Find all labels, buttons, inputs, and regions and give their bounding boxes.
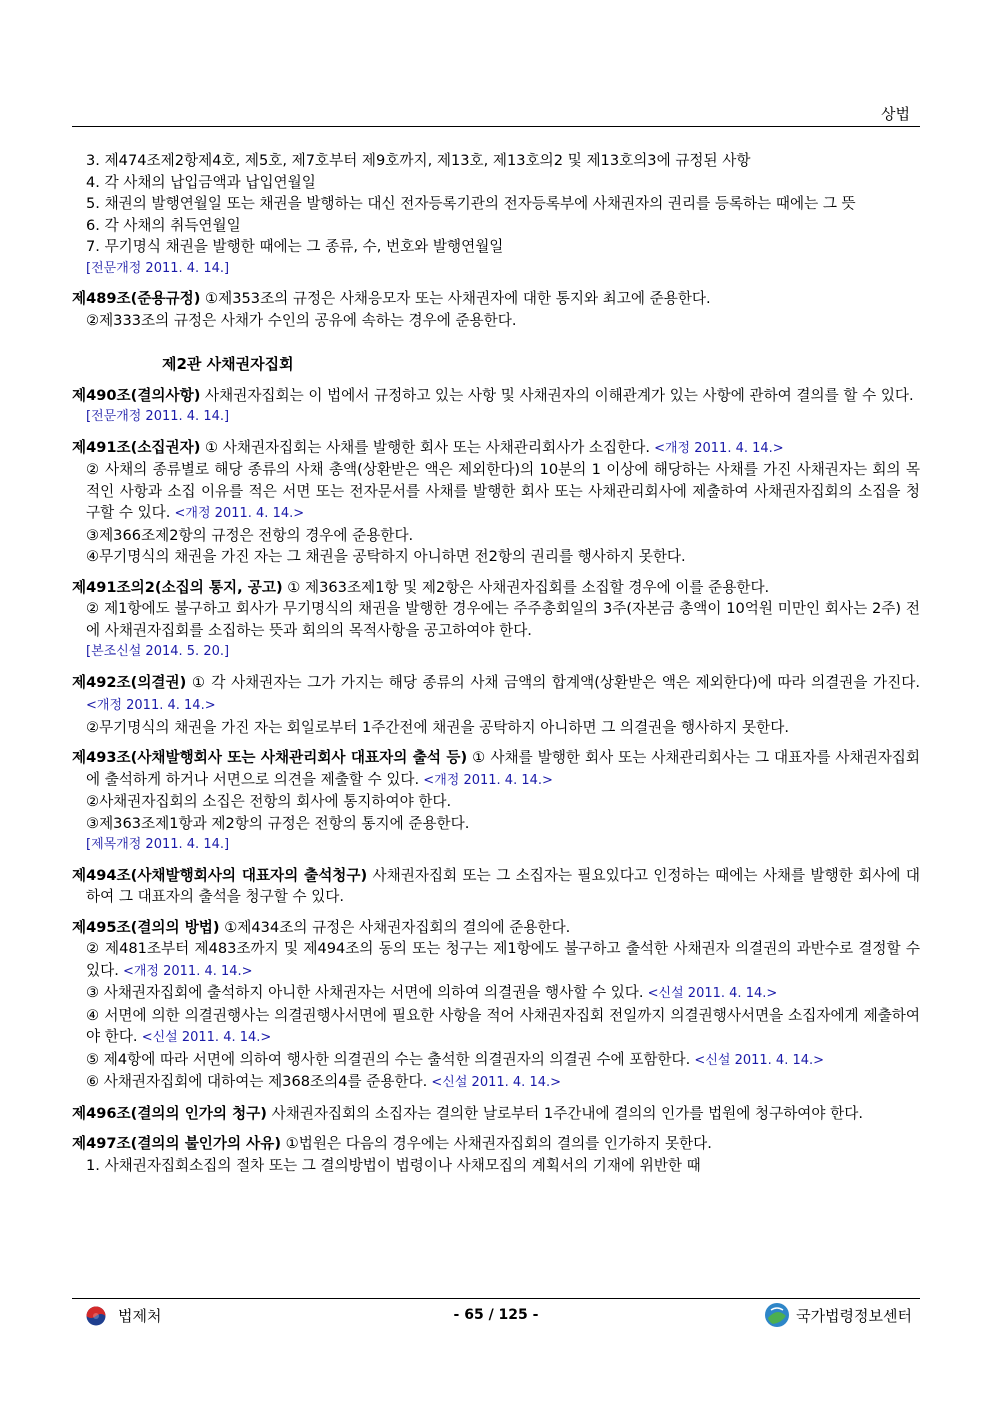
amendment-note: <신설 2011. 4. 14.> bbox=[137, 1030, 272, 1045]
article-title: 제491조(소집권자) bbox=[72, 438, 201, 456]
amendment-note: [전문개정 2011. 4. 14.] bbox=[86, 260, 230, 276]
paragraph-text: ②제333조의 규정은 사채가 수인의 공유에 속하는 경우에 준용한다. bbox=[86, 311, 517, 329]
paragraph-text: ④ 서면에 의한 의결권행사는 의결권행사서면에 필요한 사항을 적어 사채권자집회 전일까지 의결권행사서면을 소집자에게 제출하여야 한다. bbox=[86, 1006, 920, 1045]
footer-source bbox=[764, 1302, 912, 1328]
list-item: 4. 각 사채의 납입금액과 납입연월일 bbox=[86, 173, 316, 191]
article-490 bbox=[72, 385, 920, 428]
amendment-note: [전문개정 2011. 4. 14.] bbox=[86, 409, 230, 424]
article-491-2 bbox=[72, 577, 920, 663]
paragraph-text: 사채권자집회는 이 법에서 규정하고 있는 사항 및 사채권자의 이해관계가 있는 사항에 관하여 결의를 할 수 있다. bbox=[200, 386, 914, 404]
paragraph-text: ⑥ 사채권자집회에 대하여는 제368조의4를 준용한다. bbox=[86, 1073, 428, 1090]
paragraph-text: ① 각 사채권자는 그가 가지는 해당 종류의 사채 금액의 합계액(상환받은 액은 제외한다)에 따라 의결권을 가진다. bbox=[186, 673, 920, 691]
source-name: 국가법령정보센터 bbox=[796, 1306, 912, 1325]
paragraph-text: 사채권자집회 또는 그 소집자는 필요있다고 인정하는 때에는 사채를 발행한 회사에 대하여 그 대표자의 출석을 청구할 수 있다. bbox=[86, 866, 920, 905]
article-title: 제493조(사채발행회사 또는 사채관리회사 대표자의 출석 등) bbox=[72, 749, 468, 766]
paragraph-text: ① 사채를 발행한 회사 또는 사채관리회사는 그 대표자를 사채권자집회에 출석하게 하거나 서면으로 의견을 제출할 수 있다. bbox=[86, 749, 920, 788]
amendment-note: <개정 2011. 4. 14.> bbox=[170, 506, 305, 521]
article-497 bbox=[72, 1133, 920, 1176]
amendment-note: <개정 2011. 4. 14.> bbox=[649, 440, 784, 456]
list-item: 6. 각 사채의 취득연월일 bbox=[86, 216, 241, 234]
list-item: 7. 무기명식 채권을 발행한 때에는 그 종류, 수, 번호와 발행연월일 bbox=[86, 238, 504, 255]
article-492 bbox=[72, 672, 920, 739]
publisher-name: 법제처 bbox=[118, 1307, 162, 1325]
amendment-note: <개정 2011. 4. 14.> bbox=[118, 963, 253, 979]
article-title: 제491조의2(소집의 통지, 공고) bbox=[72, 578, 283, 596]
law-center-logo-icon bbox=[764, 1302, 790, 1328]
paragraph-text: ①제434조의 규정은 사채권자집회의 결의에 준용한다. bbox=[219, 918, 571, 936]
paragraph-text: ①제353조의 규정은 사채응모자 또는 사채권자에 대한 통지와 최고에 준용한다. bbox=[200, 290, 711, 307]
paragraph-text: 사채권자집회의 소집자는 결의한 날로부터 1주간내에 결의의 인가를 법원에 청구하여야 한다. bbox=[266, 1104, 863, 1122]
document-body bbox=[72, 150, 920, 1176]
paragraph-text: ②무기명식의 채권을 가진 자는 회일로부터 1주간전에 채권을 공탁하지 아니하면 그 의결권을 행사하지 못한다. bbox=[86, 718, 789, 736]
amendment-note: <개정 2011. 4. 14.> bbox=[86, 698, 216, 713]
document-title: 상법 bbox=[881, 105, 910, 123]
article-title: 제494조(사채발행회사의 대표자의 출석청구) bbox=[72, 866, 368, 884]
article-title: 제496조(결의의 인가의 청구) bbox=[72, 1104, 267, 1122]
paragraph-text: ② 사채의 종류별로 해당 종류의 사채 총액(상환받은 액은 제외한다)의 10분의 1 이상에 해당하는 사채를 가진 사채권자는 회의 목적인 사항과 소집 이유를 적은 서면 또는 전자문서를 사채를 발행한 회사 또는 사채관리회사에 제출하여 사채권자집회의 소집을 청구할 수 있다. bbox=[86, 461, 920, 521]
paragraph-text: ② 제481조부터 제483조까지 및 제494조의 동의 또는 청구는 제1항에도 불구하고 출석한 사채권자 의결권의 과반수로 결정할 수 있다. bbox=[86, 940, 920, 979]
paragraph-text: ⑤ 제4항에 따라 서면에 의하여 행사한 의결권의 수는 출석한 의결권자의 의결권 수에 포함한다. bbox=[86, 1050, 691, 1068]
footer-divider bbox=[72, 1298, 920, 1299]
paragraph-text: ③제366조제2항의 규정은 전항의 경우에 준용한다. bbox=[86, 526, 414, 544]
paragraph-text: ③제363조제1항과 제2항의 규정은 전항의 통지에 준용한다. bbox=[86, 814, 470, 832]
amendment-note: <신설 2011. 4. 14.> bbox=[427, 1075, 562, 1090]
amendment-note: [제목개정 2011. 4. 14.] bbox=[86, 837, 230, 852]
article-495 bbox=[72, 917, 920, 1094]
paragraph-text: ③ 사채권자집회에 출석하지 아니한 사채권자는 서면에 의하여 의결권을 행사할 수 있다. bbox=[86, 984, 644, 1001]
article-title: 제495조(결의의 방법) bbox=[72, 918, 220, 936]
article-title: 제490조(결의사항) bbox=[72, 386, 201, 404]
article-title: 제497조(결의의 불인가의 사유) bbox=[72, 1135, 282, 1152]
paragraph-text: ①법원은 다음의 경우에는 사채권자집회의 결의를 인가하지 못한다. bbox=[281, 1135, 712, 1152]
paragraph-text: ② 제1항에도 불구하고 회사가 무기명식의 채권을 발행한 경우에는 주주총회일의 3주(자본금 총액이 10억원 미만인 회사는 2주) 전에 사채권자집회를 소집하는 뜻과 회의의 목적사항을 공고하여야 한다. bbox=[86, 600, 920, 639]
article-494 bbox=[72, 865, 920, 908]
amendment-note: <신설 2011. 4. 14.> bbox=[690, 1052, 825, 1068]
amendment-note: <신설 2011. 4. 14.> bbox=[643, 986, 778, 1001]
list-item: 1. 사채권자집회소집의 절차 또는 그 결의방법이 법령이나 사채모집의 계획서의 기재에 위반한 때 bbox=[86, 1156, 701, 1174]
paragraph-text: ④무기명식의 채권을 가진 자는 그 채권을 공탁하지 아니하면 전2항의 권리를 행사하지 못한다. bbox=[86, 548, 686, 565]
list-item: 5. 채권의 발행연월일 또는 채권을 발행하는 대신 전자등록기관의 전자등록부에 사채권자의 권리를 등록하는 때에는 그 뜻 bbox=[86, 195, 856, 212]
article-489 bbox=[72, 288, 920, 331]
article-title: 제492조(의결권) bbox=[72, 673, 187, 691]
paragraph-text: ②사채권자집회의 소집은 전항의 회사에 통지하여야 한다. bbox=[86, 793, 452, 810]
article-title: 제489조(준용규정) bbox=[72, 290, 201, 307]
article-491 bbox=[72, 437, 920, 568]
section-title: 제2관 사채권자집회 bbox=[162, 355, 294, 373]
paragraph-text: ① 사채권자집회는 사채를 발행한 회사 또는 사채관리회사가 소집한다. bbox=[200, 438, 650, 456]
amendment-note: [본조신설 2014. 5. 20.] bbox=[86, 644, 230, 659]
header-divider bbox=[72, 126, 920, 127]
amendment-note: <개정 2011. 4. 14.> bbox=[419, 772, 553, 788]
article-493 bbox=[72, 747, 920, 856]
page-number: - 65 / 125 - bbox=[453, 1307, 539, 1323]
paragraph-text: ① 제363조제1항 및 제2항은 사채권자집회를 소집할 경우에 이를 준용한다. bbox=[282, 578, 770, 596]
article-496 bbox=[72, 1103, 920, 1125]
list-item: 3. 제474조제2항제4호, 제5호, 제7호부터 제9호까지, 제13호, 제13호의2 및 제13호의3에 규정된 사항 bbox=[86, 152, 751, 169]
